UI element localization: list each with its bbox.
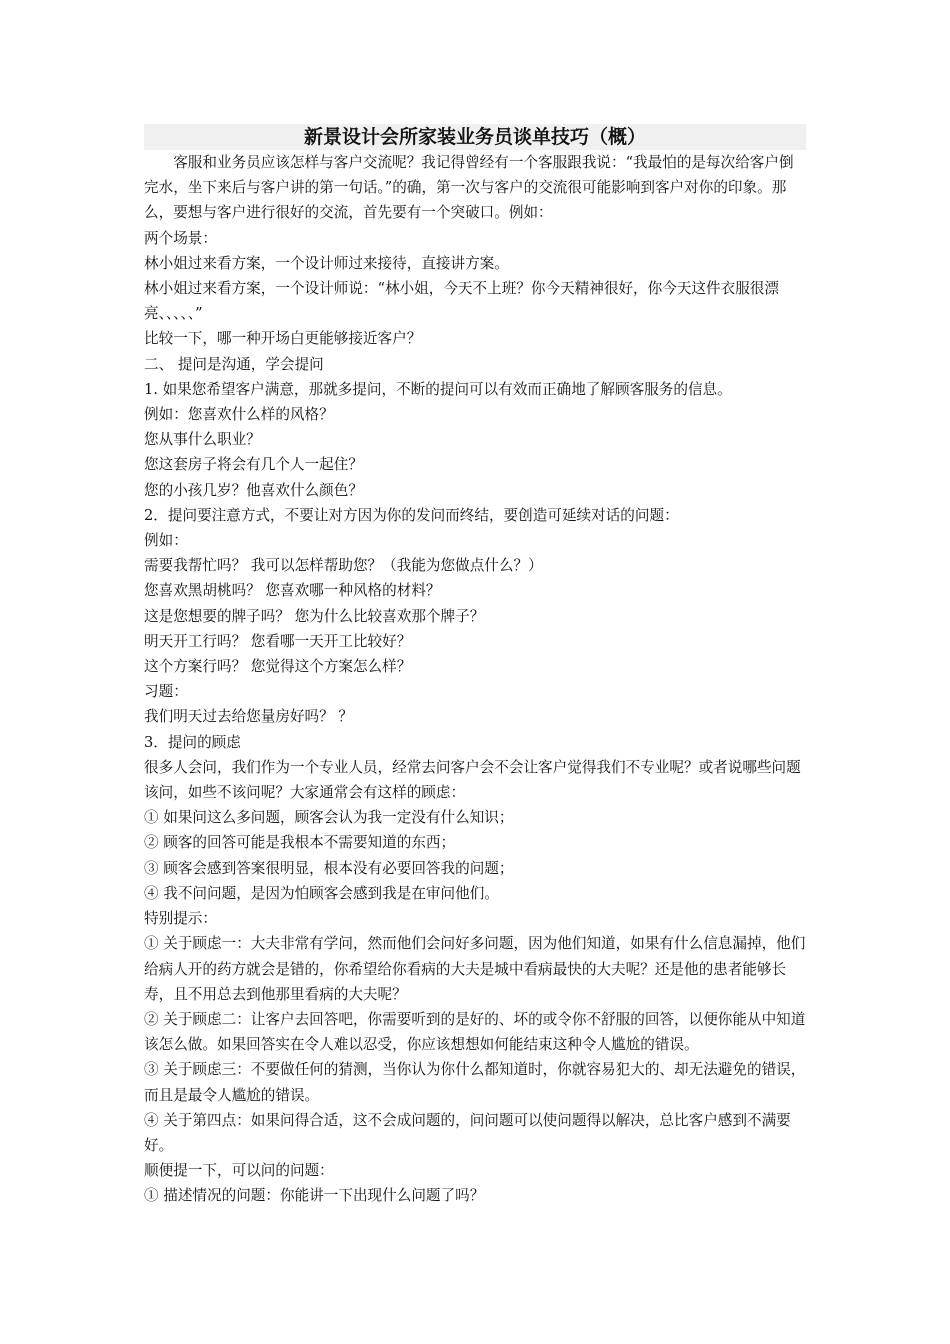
list-item: ③ 顾客会感到答案很明显，根本没有必要回答我的问题；: [144, 859, 514, 877]
paragraph: 您的小孩几岁？他喜欢什么颜色？: [144, 481, 363, 499]
paragraph: 特别提示：: [144, 910, 217, 928]
paragraph: 很多人会问，我们作为一个专业人员，经常去问客户会不会让客户觉得我们不专业呢？或者说哪些问题该问，如些不该问呢？大家通常会有这样的顾虑：: [144, 758, 801, 802]
section-heading: 二、 提问是沟通，学会提问: [144, 355, 324, 373]
paragraph: 比较一下，哪一种开场白更能够接近客户？: [144, 330, 422, 348]
document-page: [144, 124, 806, 1209]
paragraph: 您从事什么职业？: [144, 431, 261, 449]
paragraph: 顺便提一下，可以问的问题：: [144, 1162, 334, 1180]
paragraph: 您这套房子将会有几个人一起住？: [144, 456, 363, 474]
paragraph: 例如：: [144, 532, 188, 550]
document-body: [144, 150, 806, 1209]
paragraph: 例如：您喜欢什么样的风格？: [144, 406, 334, 424]
paragraph: 林小姐过来看方案，一个设计师说：“林小姐，今天不上班？你今天精神很好，你今天这件衣服很漂亮、、、、、”: [144, 280, 779, 323]
paragraph: 明天开工行吗？ 您看哪一天开工比较好？: [144, 632, 412, 650]
list-item: ① 如果问这么多问题，顾客会认为我一定没有什么知识；: [144, 809, 514, 827]
paragraph: 这是您想要的牌子吗？ 您为什么比较喜欢那个牌子？: [144, 607, 485, 625]
paragraph: 习题：: [144, 683, 188, 701]
paragraph: 2．提问要注意方式，不要让对方因为你的发问而终结，要创造可延续对话的问题：: [144, 506, 679, 524]
list-item: ② 关于顾虑二：让客户去回答吧，你需要听到的是好的、坏的或令你不舒服的回答，以便你能从中知道该怎么做。如果回答实在令人难以忍受，你应该想想如何能结束这种令人尴尬的错误。: [144, 1010, 806, 1054]
paragraph: 两个场景：: [144, 229, 217, 247]
list-item: ④ 我不问问题，是因为怕顾客会感到我是在审问他们。: [144, 884, 499, 902]
list-item: ② 顾客的回答可能是我根本不需要知道的东西；: [144, 834, 456, 852]
document-title: 新景设计会所家装业务员谈单技巧（概）: [144, 124, 806, 150]
paragraph: 客服和业务员应该怎样与客户交流呢？我记得曾经有一个客服跟我说：“我最怕的是每次给客户倒完水，坐下来后与客户讲的第一句话。”的确，第一次与客户的交流很可能影响到客户对你的印象。那么，要想与客户进行很好的交流，首先要有一个突破口。例如：: [144, 154, 794, 222]
paragraph: 1. 如果您希望客户满意，那就多提问，不断的提问可以有效而正确地了解顾客服务的信息。: [144, 380, 732, 398]
paragraph: 林小姐过来看方案，一个设计师过来接待，直接讲方案。: [144, 254, 509, 272]
list-item: ③ 关于顾虑三：不要做任何的猜测，当你认为你什么都知道时，你就容易犯大的、却无法避免的错误，而且是最令人尴尬的错误。: [144, 1061, 806, 1104]
paragraph: 您喜欢黑胡桃吗？ 您喜欢哪一种风格的材料？: [144, 582, 441, 600]
list-item: ① 描述情况的问题：你能讲一下出现什么问题了吗？: [144, 1187, 485, 1205]
section-heading: 3．提问的顾虑: [144, 733, 241, 751]
paragraph: 我们明天过去给您量房好吗？ ？: [144, 708, 353, 726]
list-item: ① 关于顾虑一：大夫非常有学问，然而他们会问好多问题，因为他们知道，如果有什么信息漏掉，他们给病人开的药方就会是错的，你希望给你看病的大夫是城中看病最快的大夫呢？还是他的患者能够长寿，且不用总去到他那里看病的大夫呢？: [144, 935, 806, 1003]
paragraph: 这个方案行吗？ 您觉得这个方案怎么样？: [144, 658, 412, 676]
paragraph: 需要我帮忙吗？ 我可以怎样帮助您？（我能为您做点什么？）: [144, 557, 543, 575]
list-item: ④ 关于第四点：如果问得合适，这不会成问题的，问问题可以使问题得以解决，总比客户感到不满要好。: [144, 1111, 791, 1154]
